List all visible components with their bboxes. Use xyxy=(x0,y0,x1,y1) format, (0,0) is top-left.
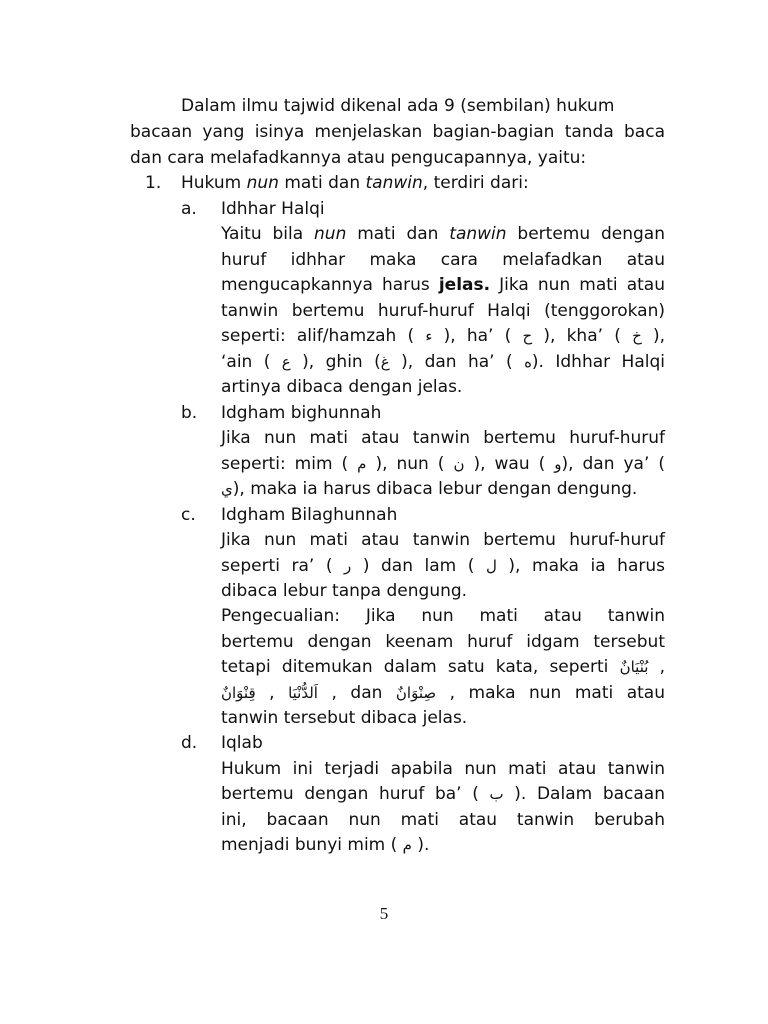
section-d-line-1: Hukum ini terjadi apabila nun mati atau tanwin xyxy=(221,759,665,779)
section-c-line-3: dibaca lebur tanpa dengung. xyxy=(221,581,468,601)
section-c-line-7: اَلدُّنْيَا , قِنْوَانٌ , dan صِنْوَانٌ , maka nun mati atau xyxy=(221,683,665,703)
section-a-line-4: tanwin bertemu huruf-huruf Halqi (tenggorokan) xyxy=(221,301,665,321)
section-c-line-5: bertemu dengan keenam huruf idgam tersebut xyxy=(221,632,665,652)
section-c-line-2: seperti ra’ ( ر ) dan lam ( ل ), maka ia harus xyxy=(221,556,665,576)
list-marker-c: c. xyxy=(181,505,196,525)
intro-line-3: dan cara melafadkannya atau pengucapannya, yaitu: xyxy=(130,148,587,168)
section-a-line-3: mengucapkannya harus jelas. Jika nun mati atau xyxy=(221,275,665,295)
list-marker-1: 1. xyxy=(145,173,162,193)
section-d-title: Iqlab xyxy=(221,733,263,753)
section-b-line-3: ي), maka ia harus dibaca lebur dengan dengung. xyxy=(221,479,638,499)
section-a-line-6: ‘ain ( ع ), ghin (غ ), dan ha’ ( ه). Idhhar Halqi xyxy=(221,352,665,372)
section-b-line-1: Jika nun mati atau tanwin bertemu huruf-huruf xyxy=(221,428,665,448)
intro-line-2: bacaan yang isinya menjelaskan bagian-bagian tanda baca xyxy=(130,122,665,142)
section-c-line-4: Pengecualian: Jika nun mati atau tanwin xyxy=(221,606,665,626)
section-b-line-2: seperti: mim ( م ), nun ( ن ), wau ( و), dan ya’ ( xyxy=(221,454,666,474)
section-b-title: Idgham bighunnah xyxy=(221,403,382,423)
section-a-line-1: Yaitu bila nun mati dan tanwin bertemu dengan xyxy=(221,224,665,244)
section-d-line-4: menjadi bunyi mim ( م ). xyxy=(221,835,430,855)
section-d-line-2: bertemu dengan huruf ba’ ( ب ). Dalam bacaan xyxy=(221,784,665,804)
section-a-line-5: seperti: alif/hamzah ( ء ), ha’ ( ح ), kha’ ( خ ), xyxy=(221,326,665,346)
list-marker-a: a. xyxy=(181,199,197,219)
section-a-line-7: artinya dibaca dengan jelas. xyxy=(221,377,463,397)
list-marker-d: d. xyxy=(181,733,198,753)
section-c-line-8: tanwin tersebut dibaca jelas. xyxy=(221,708,468,728)
section-d-line-3: ini, bacaan nun mati atau tanwin berubah xyxy=(221,810,665,830)
page-number: 5 xyxy=(379,904,389,923)
intro-line-1: Dalam ilmu tajwid dikenal ada 9 (sembilan) hukum xyxy=(181,96,615,116)
section-c-line-1: Jika nun mati atau tanwin bertemu huruf-huruf xyxy=(221,530,665,550)
section-c-title: Idgham Bilaghunnah xyxy=(221,505,398,525)
list-marker-b: b. xyxy=(181,403,198,423)
item-1-heading: Hukum nun mati dan tanwin, terdiri dari: xyxy=(181,173,529,193)
section-c-line-6: tetapi ditemukan dalam satu kata, seperti بُنْيَانٌ , xyxy=(221,657,665,677)
section-a-title: Idhhar Halqi xyxy=(221,199,325,219)
section-a-line-2: huruf idhhar maka cara melafadkan atau xyxy=(221,250,665,270)
